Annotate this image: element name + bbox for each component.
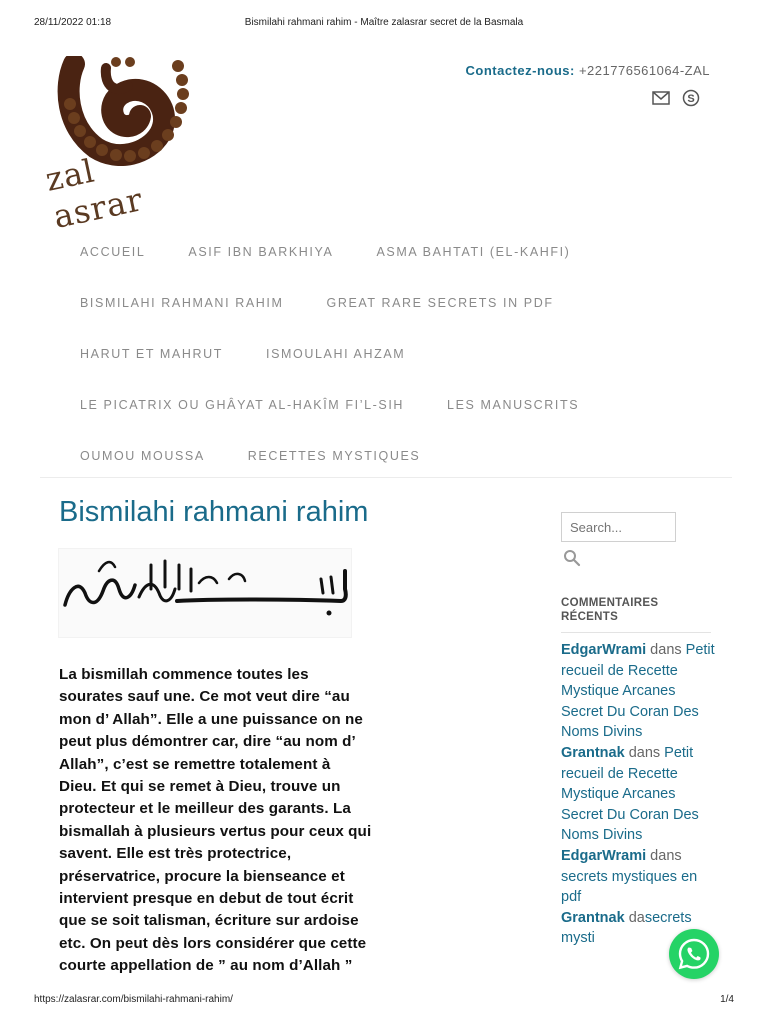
whatsapp-button[interactable] — [669, 929, 719, 979]
article-line: savent. Elle est très protectrice, — [59, 845, 292, 863]
contact-icons — [652, 89, 700, 107]
article-line: mon d’ Allah”. Elle a une puissance on ne — [59, 710, 363, 728]
recent-comments-list — [561, 640, 721, 949]
logo-wordmark: zal asrar — [42, 151, 147, 236]
comment-author[interactable]: EdgarWrami — [561, 847, 647, 864]
menu-row — [80, 328, 740, 379]
comment-separator: da — [624, 909, 645, 926]
article-line: que se soit talisman, écriture sur ardoise — [59, 912, 359, 930]
contact-info — [466, 63, 711, 78]
svg-text:S: S — [687, 93, 695, 105]
print-date: 28/11/2022 01:18 — [34, 17, 112, 28]
comment-post-link[interactable]: Petit recueil de Recette Mystique Arcanes Secret Du Coran Des Noms Divins — [561, 744, 699, 844]
menu-row — [80, 430, 740, 481]
menu-row — [80, 277, 740, 328]
comment-post-link[interactable]: Petit recueil de Recette Mystique Arcanes Secret Du Coran Des Noms Divins — [561, 642, 715, 741]
article-line: courte appellation de ” au nom d’Allah ” — [59, 957, 353, 975]
article-line: peut plus démontrer car, dire “au nom d’ — [59, 733, 356, 751]
article-line: sourates sauf une. Ce mot veut dire “au — [59, 688, 350, 706]
menu-item-ismoulahi-ahzam[interactable]: ISMOULAHI AHZAM — [266, 346, 406, 361]
comment-post-link[interactable]: secrets mysti — [561, 909, 692, 947]
menu-item-les-manuscrits[interactable]: LES MANUSCRITS — [447, 397, 580, 412]
list-item — [561, 640, 721, 743]
comment-post-link[interactable]: secrets mystiques en pdf — [561, 868, 698, 906]
list-item — [561, 846, 721, 908]
site-logo[interactable] — [42, 56, 196, 236]
menu-item-oumou-moussa[interactable]: OUMOU MOUSSA — [80, 448, 205, 463]
menu-item-recettes-mystiques[interactable]: RECETTES MYSTIQUES — [247, 448, 421, 463]
article-line: Allah”, c’est se remettre totalement à — [59, 755, 331, 773]
menu-item-great-rare-secrets[interactable]: GREAT RARE SECRETS IN PDF — [326, 295, 554, 310]
print-url: https://zalasrar.com/bismilahi-rahmani-rahim/ — [34, 994, 233, 1005]
comment-author[interactable]: Grantnak — [561, 909, 625, 926]
article-line: Dieu. Et qui se remet à Dieu, trouve un — [59, 778, 341, 796]
article-line: intervient presque en debut de tout écrit — [59, 890, 354, 908]
comment-separator: dans — [624, 744, 665, 761]
article-body — [59, 664, 409, 978]
comment-author[interactable]: EdgarWrami — [561, 642, 647, 658]
article-line: La bismillah commence toutes les — [59, 666, 309, 683]
whatsapp-icon — [677, 937, 711, 971]
basmala-calligraphy-image — [58, 548, 352, 638]
menu-item-bismilahi-rahmani-rahim[interactable]: BISMILAHI RAHMANI RAHIM — [80, 295, 284, 310]
search-icon[interactable] — [563, 549, 581, 567]
article-line: préservatrice, procure la bienseance et — [59, 867, 345, 885]
print-page-number: 1/4 — [720, 994, 734, 1005]
menu-row — [80, 379, 740, 430]
contact-phone[interactable]: +221776561064-ZAL — [578, 63, 710, 78]
article-line: bismallah à plusieurs vertus pour ceux qui — [59, 822, 372, 840]
article-line: etc. On peut dès lors considérer que cette — [59, 934, 367, 952]
recent-comments-heading: COMMENTAIRES RÉCENTS — [561, 596, 711, 633]
search-input[interactable] — [561, 512, 676, 542]
comment-separator: dans — [646, 847, 682, 864]
main-menu — [80, 226, 740, 481]
menu-item-accueil[interactable]: ACCUEIL — [80, 244, 146, 259]
header-divider — [40, 477, 732, 478]
list-item — [561, 743, 721, 846]
comment-separator: dans — [646, 642, 686, 658]
contact-label: Contactez-nous: — [465, 63, 575, 78]
menu-row — [80, 226, 740, 277]
print-title: Bismilahi rahmani rahim - Maître zalasrar secret de la Basmala — [244, 17, 524, 28]
menu-item-harut-et-mahrut[interactable]: HARUT ET MAHRUT — [80, 346, 223, 361]
page-title: Bismilahi rahmani rahim — [59, 496, 369, 528]
comment-author[interactable]: Grantnak — [561, 744, 625, 761]
envelope-icon[interactable] — [652, 89, 670, 107]
menu-item-asma-bahtati[interactable]: ASMA BAHTATI (EL-KAHFI) — [376, 244, 571, 259]
skype-icon[interactable] — [682, 89, 700, 107]
menu-item-asif-ibn-barkhiya[interactable]: ASIF IBN BARKHIYA — [188, 244, 334, 259]
menu-item-picatrix[interactable]: LE PICATRIX OU GHÂYAT AL-HAKÎM FI’L-SIH — [80, 397, 405, 412]
article-line: protecteur et le meilleur des garants. La — [59, 800, 351, 818]
